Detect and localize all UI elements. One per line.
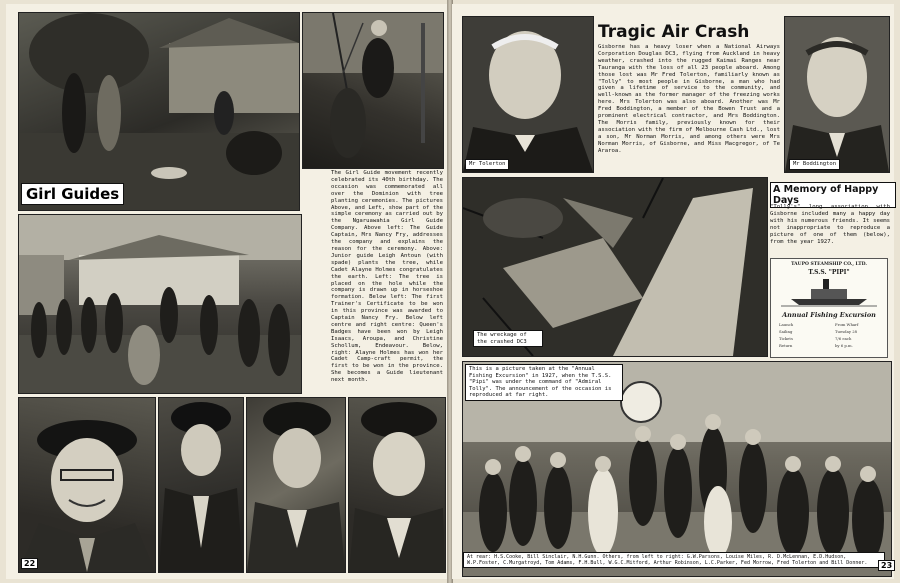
portrait-captain-nancy-fry-art (19, 398, 155, 572)
portrait-christine-schollum-art (247, 398, 345, 572)
poster-schedule-row-3-value: 7/6 each (835, 336, 852, 341)
girl-guides-article: The Girl Guide movement recently celebrated its 40th birthday. The occasion was commemorated all over the Dominion with tree planting ceremonies. The pictures Above, and Left, show part of the simple ceremony as carried out by the Ngaruawahia Girl Guide Company. Above left: The Guide Captain, Mrs Nancy Fry, addresses the company and explains the reason for the ceremony. Above: Junior guide Leigh Antoun (with spade) plants the tree, while Cadet Alayne Holmes congratulates the earth. Left: The tree is placed on the hole while the company is drawn up in horseshoe formation. Below left: The first Trainer's Certificate to be won in this province was awarded to Captain Nancy Fry. Below left centre and right centre: Queen's Badges have been won by Leigh Isaacs, Aroupa, and Christine Schollum, Endeavour. Below, right: Alayne Holmes has won her Cadet Camp-craft permit, the first to be won in the province. She becomes a Guide lieutenant next month. (331, 170, 443, 384)
poster-ship: T.S.S. "PIPI" (808, 269, 850, 276)
photo-wreckage (462, 177, 768, 357)
portrait-leigh-isaacs-art (159, 398, 243, 572)
photo-horseshoe-formation-art (19, 215, 301, 393)
caption-mr-tolerton: Mr Tolerton (465, 159, 509, 170)
fishing-excursion-poster (770, 258, 888, 358)
poster-schedule-row-1-value: From Wharf (835, 322, 859, 327)
fishing-excursion-caption: This is a picture taken at the "Annual Fishing Excursion" in 1927, when the T.S.S. "Pipi" was under the command of "Admiral Tolly". The announcement of the occasion is reproduced at far right. (465, 364, 623, 401)
caption-mr-boddington: Mr Boddington (789, 159, 840, 170)
poster-schedule-row-4-label: Return (779, 343, 793, 348)
memory-happy-days-text: "Tolly's" long association with Gisborne included many a happy day with his numerous friends. It seems not inappropriate to reproduce a picture of one of them (below), from the year 1927. (770, 204, 890, 245)
caption-wreckage: The wreckage of the crashed DC3 (473, 330, 543, 347)
right-page-number: 23 (878, 560, 895, 571)
poster-schedule-row-2-label: Sailing (779, 329, 793, 334)
photo-tree-planting-art (303, 13, 443, 168)
girl-guides-title: Girl Guides (21, 183, 124, 205)
poster-schedule-row-2-value: Tuesday 28 (835, 329, 858, 334)
memory-happy-days-title: A Memory of Happy Days (770, 182, 896, 208)
photo-guide-captain-address (18, 12, 300, 211)
portrait-leigh-isaacs (158, 397, 244, 573)
poster-event: Annual Fishing Excursion (782, 311, 876, 319)
right-page (452, 4, 894, 579)
photo-horseshoe-formation (18, 214, 302, 394)
fishing-people-caption: At rear: H.S.Cooke, Bill Sinclair, N.H.Gunn. Others, from left to right: G.W.Parsons, Louise Miles, R. D.McLennan, E.D.Hudson, W.P.Foster, C.Murgatroyd, Tom Adams, F.H.Bull, W.G.C.Mitford, Arthur Robinson, L.C.Parker, Fed Morrow, Fred Tolerton and Bill Donner. (463, 552, 885, 568)
photo-guide-captain-address-art (19, 13, 299, 210)
photo-mr-tolerton (462, 16, 594, 173)
poster-schedule-row-1-label: Launch (779, 322, 794, 327)
left-page (6, 4, 448, 579)
photo-mr-tolerton-art (463, 17, 593, 172)
tragic-air-crash-headline: Tragic Air Crash (598, 22, 750, 42)
poster-company: TAUPO STEAMSHIP CO., LTD. (791, 262, 867, 267)
photo-mr-boddington-art (785, 17, 889, 172)
photo-fishing-excursion-group (462, 361, 892, 577)
poster-schedule-row-3-label: Tickets (779, 336, 793, 341)
portrait-alayne-holmes (348, 397, 446, 573)
left-page-number: 22 (21, 558, 38, 569)
air-crash-article: Gisborne has a heavy loser when a National Airways Corporation Douglas DC3, flying from Auckland in heavy weather, crashed into the rugged Kaimai Ranges near Tauranga with the loss of all 23 people aboard. Among those lost was Mr Fred Tolerton, familiarly known as "Tolly" to most people in Gisborne, a man who had given a lifetime of service to the community, and well-known as the former manager of the freezing works here. Mrs Tolerton was also aboard. Another was Mr Fred Boddington, a member of the Bowen Trust and a prominent electrical contractor, and Mrs Boddington. The Morris family, previously known for their association with the firm of Melbourne Cash Ltd., lost a son, Mr Norman Morris, and among others were Mrs Norman Morris, of Gisborne, and Miss Macgregor, of Te Araroa. (598, 44, 780, 154)
portrait-christine-schollum (246, 397, 346, 573)
portrait-alayne-holmes-art (349, 398, 445, 572)
photo-mr-boddington (784, 16, 890, 173)
portrait-captain-nancy-fry (18, 397, 156, 573)
ship-illustration-icon (771, 277, 887, 307)
photo-tree-planting (302, 12, 444, 169)
poster-schedule-row-4-value: by 6 p.m. (835, 343, 853, 348)
